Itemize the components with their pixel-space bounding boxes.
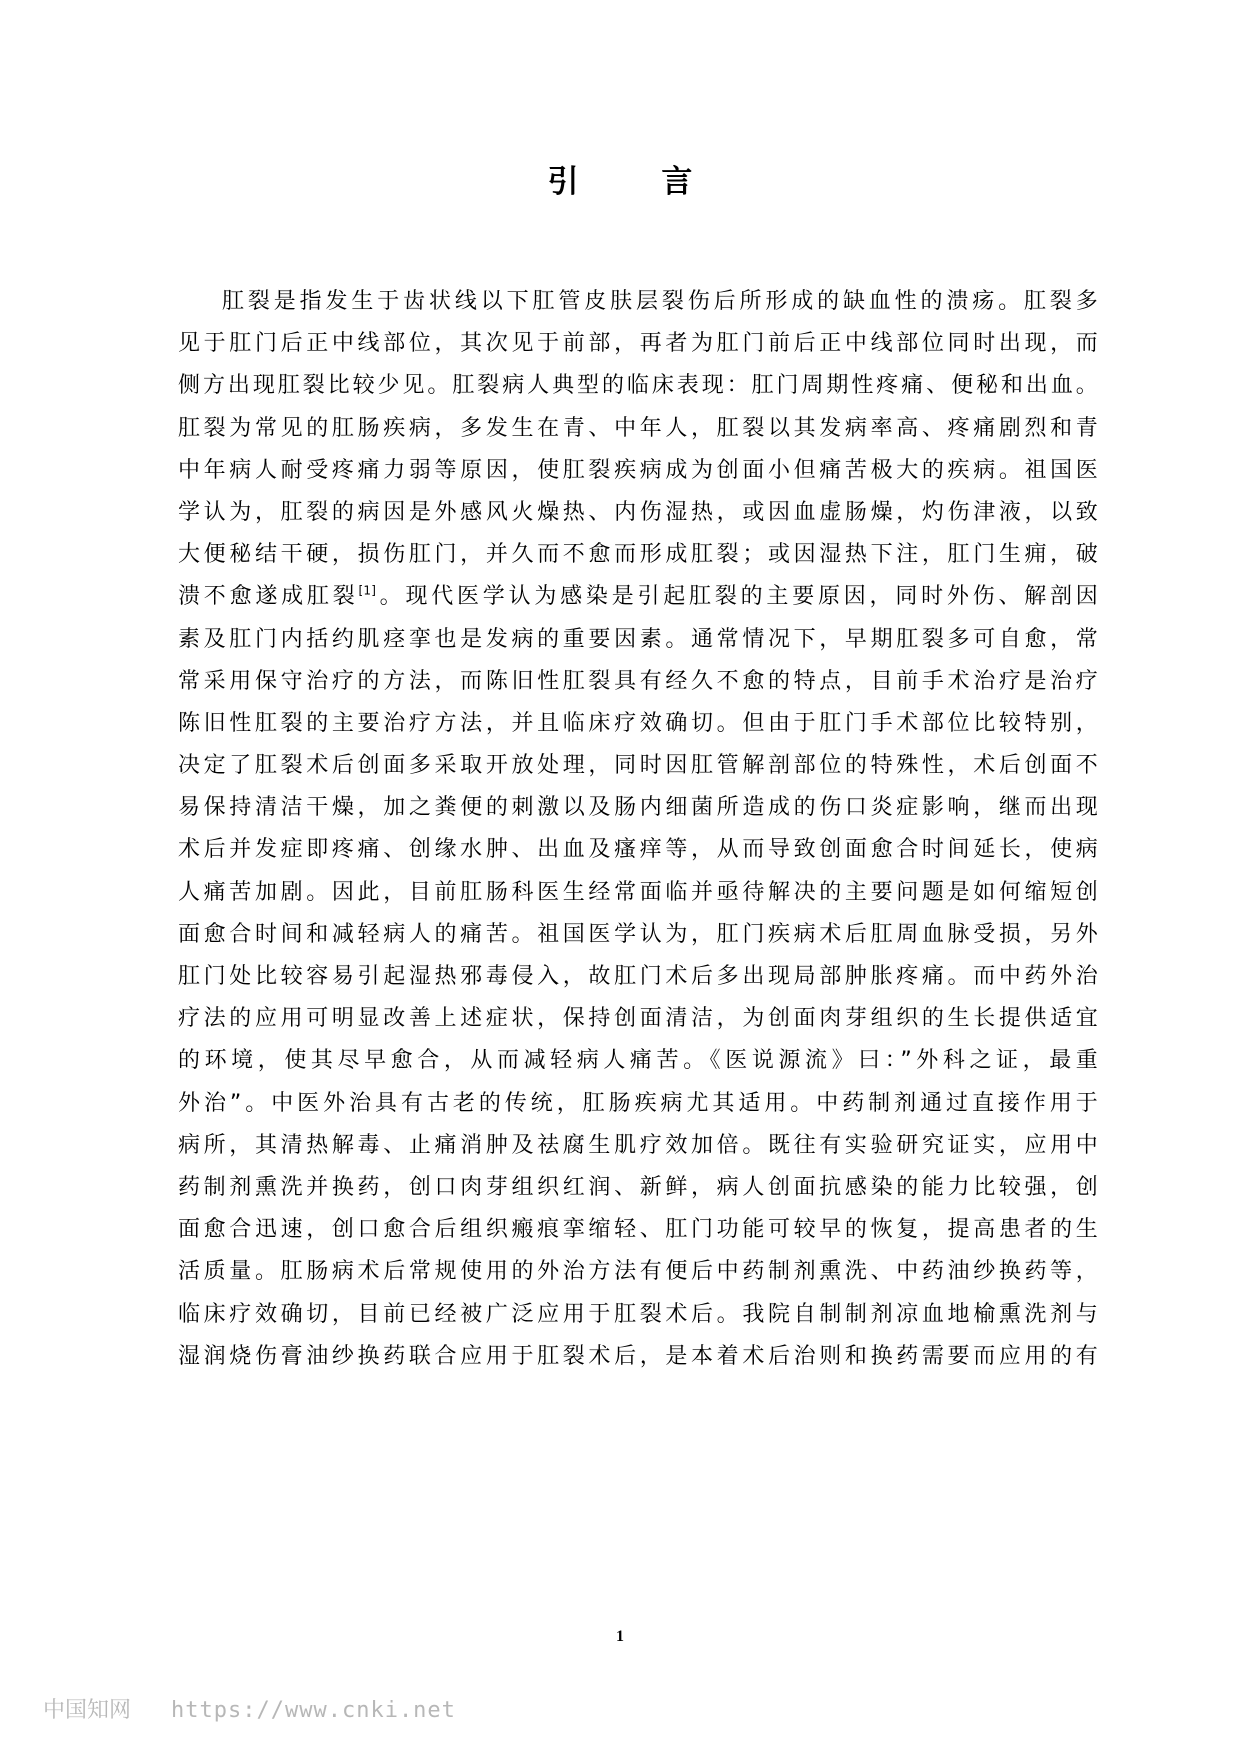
text-line: 学认为，肛裂的病因是外感风火燥热、内伤湿热，或因血虚肠燥，灼伤津液，以致 bbox=[178, 499, 1098, 525]
text-line: 素及肛门内括约肌痉挛也是发病的重要因素。通常情况下，早期肛裂多可自愈，常 bbox=[178, 626, 1098, 652]
text-line: 易保持清洁干燥，加之粪便的刺激以及肠内细菌所造成的伤口炎症影响，继而出现 bbox=[178, 795, 1098, 821]
page-title: 引 言 bbox=[547, 164, 729, 200]
body-text bbox=[178, 281, 1098, 1378]
text-line: 面愈合时间和减轻病人的痛苦。祖国医学认为，肛门疾病术后肛周血脉受损，另外 bbox=[178, 921, 1098, 947]
text-line: 疗法的应用可明显改善上述症状，保持创面清洁，为创面肉芽组织的生长提供适宜 bbox=[178, 1006, 1098, 1032]
watermark-url: https://www.cnki.net bbox=[171, 1698, 456, 1723]
text-line-with-citation bbox=[178, 576, 1098, 618]
text-line: 术后并发症即疼痛、创缘水肿、出血及瘙痒等，从而导致创面愈合时间延长，使病 bbox=[178, 837, 1098, 863]
text-line: 病所，其清热解毒、止痛消肿及祛腐生肌疗效加倍。既往有实验研究证实，应用中 bbox=[178, 1132, 1098, 1158]
watermark-brand: 中国知网 bbox=[43, 1698, 132, 1723]
text-line: 决定了肛裂术后创面多采取开放处理，同时因肛管解剖部位的特殊性，术后创面不 bbox=[178, 753, 1098, 779]
text-line: 中年病人耐受疼痛力弱等原因，使肛裂疾病成为创面小但痛苦极大的疾病。祖国医 bbox=[178, 457, 1098, 483]
text-line: 大便秘结干硬，损伤肛门，并久而不愈而形成肛裂；或因湿热下注，肛门生痈，破 bbox=[178, 542, 1098, 568]
text-line: 面愈合迅速，创口愈合后组织瘢痕挛缩轻、肛门功能可较早的恢复，提高患者的生 bbox=[178, 1217, 1098, 1243]
text-line: 药制剂熏洗并换药，创口肉芽组织红润、新鲜，病人创面抗感染的能力比较强，创 bbox=[178, 1174, 1098, 1200]
text-line: 临床疗效确切，目前已经被广泛应用于肛裂术后。我院自制制剂凉血地榆熏洗剂与 bbox=[178, 1301, 1098, 1327]
text-segment: 。现代医学认为感染是引起肛裂的主要原因，同时外伤、解剖因 bbox=[376, 584, 1098, 610]
text-line: 肛门处比较容易引起湿热邪毒侵入，故肛门术后多出现局部肿胀疼痛。而中药外治 bbox=[178, 964, 1098, 989]
citation-reference: [1] bbox=[358, 583, 377, 598]
text-line: 人痛苦加剧。因此，目前肛肠科医生经常面临并亟待解决的主要问题是如何缩短创 bbox=[178, 879, 1098, 905]
watermark bbox=[43, 1693, 456, 1724]
text-line: 侧方出现肛裂比较少见。肛裂病人典型的临床表现：肛门周期性疼痛、便秘和出血。 bbox=[178, 373, 1098, 399]
text-segment: 溃不愈遂成肛裂 bbox=[178, 584, 359, 610]
text-line: 肛裂为常见的肛肠疾病，多发生在青、中年人，肛裂以其发病率高、疼痛剧烈和青 bbox=[178, 415, 1098, 441]
text-line: 的环境，使其尽早愈合，从而减轻病人痛苦。《医说源流》曰：”外科之证，最重 bbox=[178, 1048, 1098, 1074]
text-line: 陈旧性肛裂的主要治疗方法，并且临床疗效确切。但由于肛门手术部位比较特别， bbox=[178, 710, 1098, 736]
text-line: 外治”。中医外治具有古老的传统，肛肠疾病尤其适用。中药制剂通过直接作用于 bbox=[178, 1090, 1098, 1116]
text-line: 见于肛门后正中线部位，其次见于前部，再者为肛门前后正中线部位同时出现，而 bbox=[178, 331, 1098, 357]
text-line: 肛裂是指发生于齿状线以下肛管皮肤层裂伤后所形成的缺血性的溃疡。肛裂多 bbox=[222, 289, 1098, 314]
text-line: 活质量。肛肠病术后常规使用的外治方法有便后中药制剂熏洗、中药油纱换药等， bbox=[178, 1259, 1098, 1285]
text-line: 湿润烧伤膏油纱换药联合应用于肛裂术后，是本着术后治则和换药需要而应用的有 bbox=[178, 1343, 1098, 1369]
text-line: 常采用保守治疗的方法，而陈旧性肛裂具有经久不愈的特点，目前手术治疗是治疗 bbox=[178, 668, 1098, 694]
page-number: 1 bbox=[616, 1628, 624, 1645]
